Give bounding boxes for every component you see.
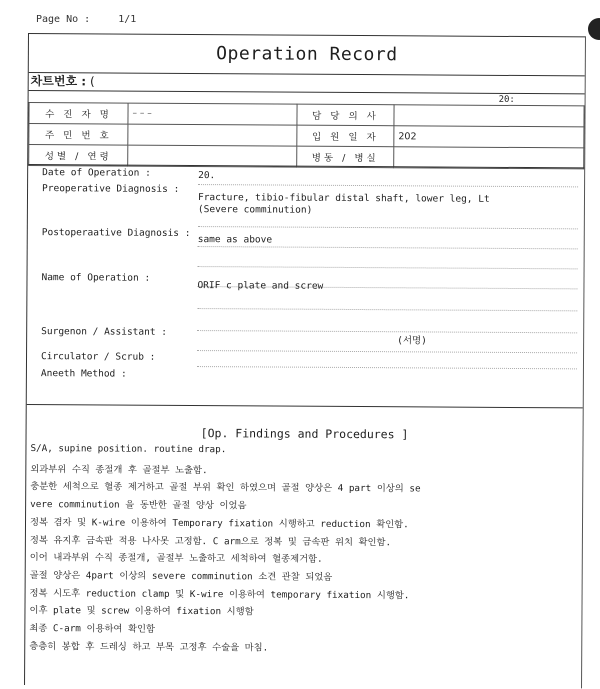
findings-section: [25, 404, 583, 689]
dotted-rule: [197, 308, 577, 311]
doctor-value: [394, 105, 584, 127]
surgeon-assistant-label: Surgenon / Assistant :: [41, 326, 168, 338]
procedure-step: 정복 유지후 금속판 적용 나사못 고정함. C arm으로 정복 및 금속판 위치 확인함.: [29, 534, 392, 548]
top-right-date: 20:: [498, 94, 515, 105]
dotted-rule: [197, 366, 577, 369]
admission-date-label: 입 원 일 자: [297, 125, 394, 147]
procedure-step: 정복 시도후 reduction clamp 및 K-wire 이용하여 temporary fixation 시행함.: [29, 587, 410, 601]
dotted-rule: [198, 184, 578, 187]
page-number-label: Page No :: [36, 14, 91, 25]
chart-number-label: 차트번호 :: [30, 74, 87, 89]
anesthesia-method-label: Aneeth Method :: [40, 368, 127, 380]
page-number: [36, 14, 136, 25]
date-of-operation-label: Date of Operation :: [42, 167, 151, 179]
procedure-step: 이어 내과부위 수직 종절개, 골절부 노출하고 세척하여 혈종제거함.: [29, 552, 323, 565]
findings-title: [Op. Findings and Procedures ]: [200, 426, 409, 442]
ward-label: 병동 / 병실: [297, 146, 394, 168]
procedure-step: S/A, supine position. routine drap.: [30, 443, 227, 456]
sex-age-label: 성별 / 연령: [29, 145, 128, 167]
id-number-label: 주 민 번 호: [29, 124, 128, 146]
chart-number-value: (: [90, 74, 95, 89]
procedure-step: vere comminution 을 동반한 골절 양상 이었음: [30, 499, 247, 512]
operation-details: [27, 164, 584, 408]
dotted-rule: [197, 350, 577, 353]
postoperative-diagnosis-value: same as above: [197, 234, 273, 246]
date-of-operation-value: 20.: [198, 170, 216, 182]
postoperative-diagnosis-label: Postoperaative Diagnosis :: [41, 227, 191, 239]
procedure-step: 층층히 봉합 후 드레싱 하고 부목 고정후 수술을 마침.: [29, 640, 269, 654]
id-number-value: [128, 124, 297, 146]
dotted-rule: [198, 246, 578, 249]
patient-name-value: – – –: [128, 103, 297, 125]
operation-record-form: [24, 33, 586, 688]
preoperative-diagnosis-label: Preoperative Diagnosis :: [42, 183, 180, 195]
procedure-step: 최종 C-arm 이용하여 확인함: [29, 623, 156, 635]
chart-number: [31, 72, 95, 90]
patient-name-label: 수 진 자 명: [29, 103, 128, 125]
circulator-scrub-label: Circulator / Scrub :: [40, 351, 156, 363]
patient-info-table: [28, 102, 584, 169]
dotted-rule: [198, 266, 578, 269]
dotted-rule: [198, 226, 578, 229]
admission-date-value: 202: [394, 126, 584, 148]
procedure-step: 외과부위 수직 종절개 후 골절부 노출함.: [30, 463, 208, 476]
signature-mark: (서명): [397, 335, 427, 347]
doctor-label: 담 당 의 사: [297, 104, 394, 126]
procedure-step: 충분한 세척으로 혈종 제거하고 골절 부위 확인 하였으며 골절 양상은 4 part 이상의 se: [30, 481, 421, 495]
document-title: Operation Record: [29, 34, 585, 76]
name-of-operation-label: Name of Operation :: [41, 272, 151, 284]
procedure-step: 이후 plate 및 screw 이용하여 fixation 시행함: [29, 605, 254, 618]
divider: [29, 90, 585, 94]
procedure-step: 정복 겸자 및 K-wire 이용하여 Temporary fixation 시행하고 reduction 확인함.: [29, 516, 409, 531]
preoperative-diagnosis-value: Fracture, tibio-fibular distal shaft, lower leg, Lt (Severe comminution): [197, 192, 490, 216]
name-of-operation-value: ORIF c plate and screw: [197, 280, 324, 292]
scan-edge-mark: [588, 18, 600, 40]
procedure-step: 골절 양상은 4part 이상의 severe comminution 소견 관찰 되었음: [29, 569, 333, 583]
dotted-rule: [197, 330, 577, 333]
page-number-value: 1/1: [118, 14, 137, 25]
